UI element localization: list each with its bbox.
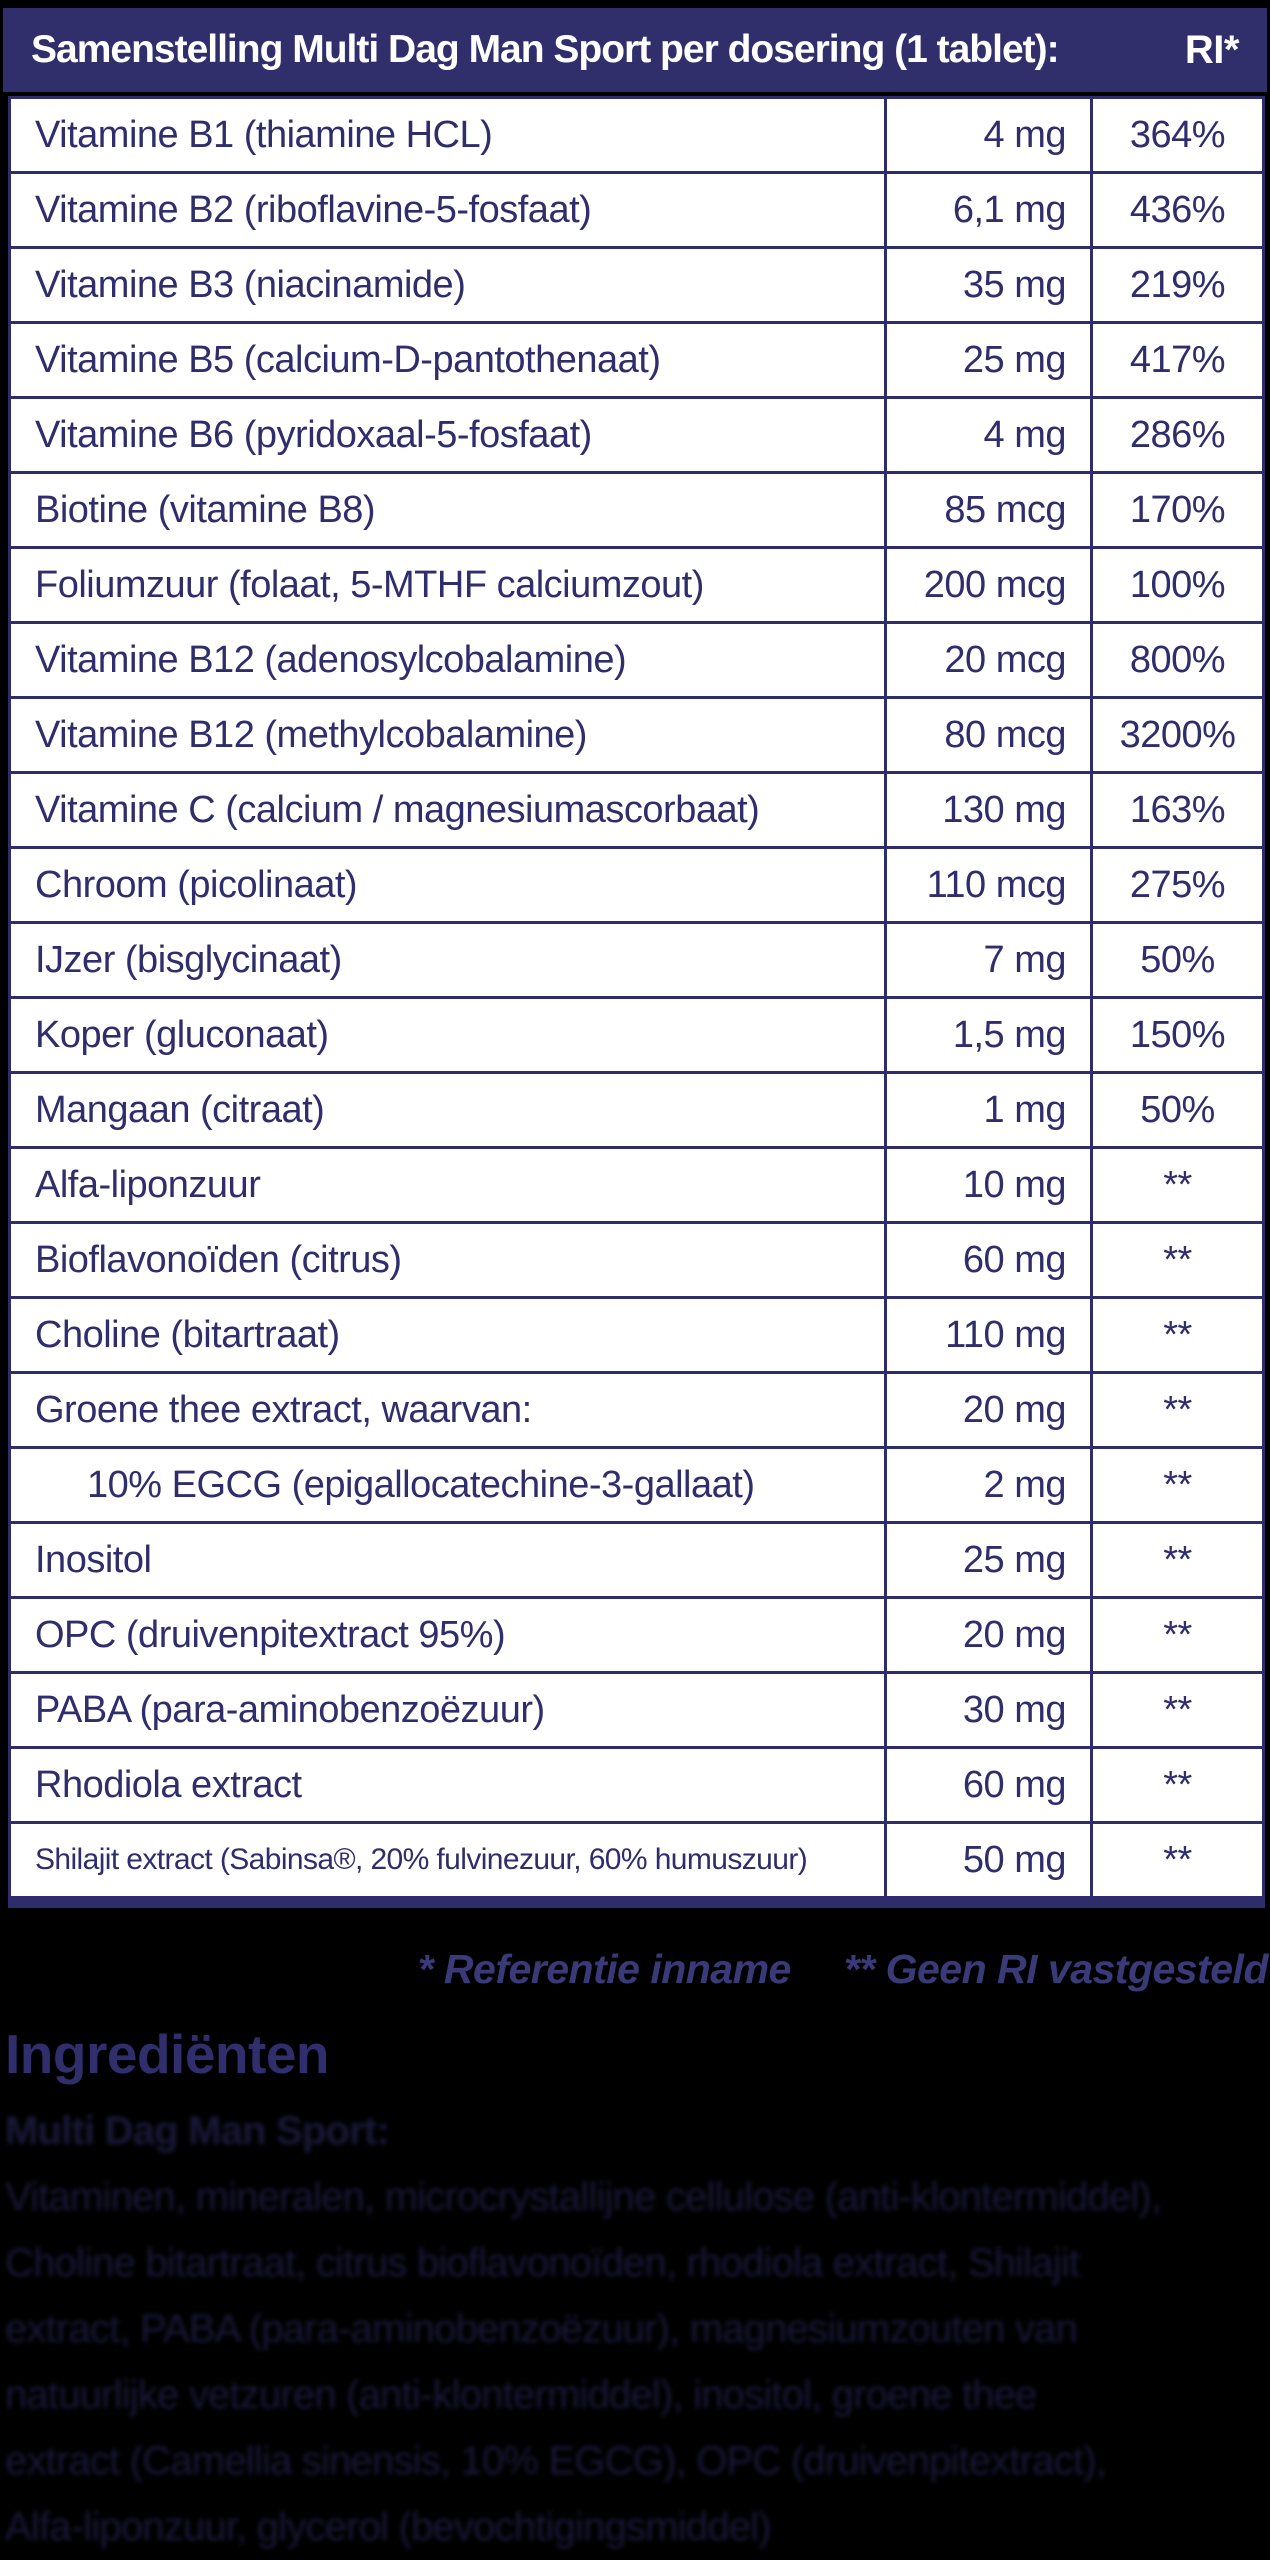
- ingredient-name-cell: Vitamine B12 (adenosylcobalamine): [10, 623, 886, 698]
- table-row: [10, 173, 1264, 248]
- table-row: [10, 548, 1264, 623]
- ri-percent-cell: **: [1092, 1598, 1264, 1673]
- amount-cell: 7 mg: [886, 923, 1092, 998]
- ingredient-name-cell: Alfa-liponzuur: [10, 1148, 886, 1223]
- ingredients-paragraph-blurred: [5, 2098, 1270, 2560]
- ri-percent-cell: 219%: [1092, 248, 1264, 323]
- ingredient-name-cell: Chroom (picolinaat): [10, 848, 886, 923]
- ri-percent-cell: **: [1092, 1748, 1264, 1823]
- amount-cell: 2 mg: [886, 1448, 1092, 1523]
- amount-cell: 60 mg: [886, 1223, 1092, 1298]
- ri-percent-cell: 417%: [1092, 323, 1264, 398]
- table-row: [10, 1223, 1264, 1298]
- table-row: [10, 998, 1264, 1073]
- ingredient-name-cell: Vitamine B3 (niacinamide): [10, 248, 886, 323]
- table-row: [10, 323, 1264, 398]
- ri-percent-cell: **: [1092, 1673, 1264, 1748]
- amount-cell: 130 mg: [886, 773, 1092, 848]
- ri-percent-cell: 150%: [1092, 998, 1264, 1073]
- ri-percent-cell: 50%: [1092, 1073, 1264, 1148]
- ingredient-name-cell: Choline (bitartraat): [10, 1298, 886, 1373]
- ri-percent-cell: 800%: [1092, 623, 1264, 698]
- ingredient-name-cell: Shilajit extract (Sabinsa®, 20% fulvinezuur, 60% humuszuur): [10, 1823, 886, 1903]
- ingredients-paragraph-line: Multi Dag Man Sport:: [5, 2109, 389, 2153]
- ingredient-name-cell: Vitamine B5 (calcium-D-pantothenaat): [10, 323, 886, 398]
- amount-cell: 60 mg: [886, 1748, 1092, 1823]
- ingredient-name-cell: Inositol: [10, 1523, 886, 1598]
- ri-percent-cell: **: [1092, 1448, 1264, 1523]
- ingredient-name-cell: Bioflavonoïden (citrus): [10, 1223, 886, 1298]
- ri-percent-cell: 170%: [1092, 473, 1264, 548]
- ri-percent-cell: 364%: [1092, 98, 1264, 173]
- table-row: [10, 1598, 1264, 1673]
- ri-percent-cell: **: [1092, 1223, 1264, 1298]
- ingredients-heading: Ingrediënten: [5, 2023, 330, 2085]
- table-row: [10, 848, 1264, 923]
- no-ri-note: ** Geen RI vastgesteld: [843, 1946, 1268, 1992]
- amount-cell: 30 mg: [886, 1673, 1092, 1748]
- ri-percent-cell: 50%: [1092, 923, 1264, 998]
- table-row: [10, 398, 1264, 473]
- table-title: Samenstelling Multi Dag Man Sport per dosering (1 tablet):: [31, 28, 1059, 71]
- ingredient-name-cell: Vitamine B2 (riboflavine-5-fosfaat): [10, 173, 886, 248]
- amount-cell: 20 mg: [886, 1598, 1092, 1673]
- table-row: [10, 1373, 1264, 1448]
- amount-cell: 4 mg: [886, 98, 1092, 173]
- ingredient-name-cell: Koper (gluconaat): [10, 998, 886, 1073]
- ingredient-name-cell: Vitamine B6 (pyridoxaal-5-fosfaat): [10, 398, 886, 473]
- ri-reference-note: * Referentie inname: [417, 1946, 791, 1992]
- ri-column-header: RI*: [1184, 27, 1239, 72]
- ingredient-name-cell: Vitamine B12 (methylcobalamine): [10, 698, 886, 773]
- amount-cell: 50 mg: [886, 1823, 1092, 1903]
- table-row: [10, 1748, 1264, 1823]
- ingredient-name-cell: Biotine (vitamine B8): [10, 473, 886, 548]
- ingredient-name-cell: Mangaan (citraat): [10, 1073, 886, 1148]
- ingredient-name-cell: PABA (para-aminobenzoëzuur): [10, 1673, 886, 1748]
- ingredients-paragraph-line: Alfa-liponzuur, glycerol (bevochtigingsmiddel): [5, 2505, 771, 2549]
- amount-cell: 25 mg: [886, 323, 1092, 398]
- ri-percent-cell: 436%: [1092, 173, 1264, 248]
- ri-percent-cell: 3200%: [1092, 698, 1264, 773]
- amount-cell: 85 mcg: [886, 473, 1092, 548]
- amount-cell: 4 mg: [886, 398, 1092, 473]
- amount-cell: 25 mg: [886, 1523, 1092, 1598]
- table-header: [3, 8, 1267, 92]
- table-row: [10, 98, 1264, 173]
- ri-percent-cell: **: [1092, 1523, 1264, 1598]
- amount-cell: 200 mcg: [886, 548, 1092, 623]
- table-row: [10, 1448, 1264, 1523]
- amount-cell: 1,5 mg: [886, 998, 1092, 1073]
- table-row: [10, 698, 1264, 773]
- ingredient-name-cell: Vitamine C (calcium / magnesiumascorbaat): [10, 773, 886, 848]
- amount-cell: 110 mcg: [886, 848, 1092, 923]
- table-row: [10, 1148, 1264, 1223]
- table-row: [10, 248, 1264, 323]
- ri-percent-cell: 163%: [1092, 773, 1264, 848]
- ingredient-name-cell: Vitamine B1 (thiamine HCL): [10, 98, 886, 173]
- ri-percent-cell: **: [1092, 1298, 1264, 1373]
- ingredients-paragraph-line: natuurlijke vetzuren (anti-klontermiddel), inositol, groene thee: [5, 2373, 1037, 2417]
- table-row: [10, 623, 1264, 698]
- ingredients-paragraph-line: extract, PABA (para-aminobenzoëzuur), magnesiumzouten van: [5, 2307, 1078, 2351]
- table-row: [10, 1523, 1264, 1598]
- composition-table: [8, 96, 1265, 1908]
- table-row: [10, 923, 1264, 998]
- ri-percent-cell: 286%: [1092, 398, 1264, 473]
- table-row: [10, 1073, 1264, 1148]
- ingredients-paragraph-line: extract (Camellia sinensis, 10% EGCG), OPC (druivenpitextract),: [5, 2439, 1107, 2483]
- amount-cell: 20 mcg: [886, 623, 1092, 698]
- table-row: [10, 773, 1264, 848]
- amount-cell: 80 mcg: [886, 698, 1092, 773]
- amount-cell: 10 mg: [886, 1148, 1092, 1223]
- ingredient-name-cell: 10% EGCG (epigallocatechine-3-gallaat): [10, 1448, 886, 1523]
- ri-percent-cell: 275%: [1092, 848, 1264, 923]
- table-row: [10, 1298, 1264, 1373]
- ingredients-paragraph-line: Choline bitartraat, citrus bioflavonoïden, rhodiola extract, Shilajit: [5, 2241, 1080, 2285]
- table-row: [10, 473, 1264, 548]
- ingredient-name-cell: OPC (druivenpitextract 95%): [10, 1598, 886, 1673]
- table-row: [10, 1823, 1264, 1903]
- amount-cell: 110 mg: [886, 1298, 1092, 1373]
- ingredients-paragraph-line: Vitaminen, mineralen, microcrystallijne cellulose (anti-klontermiddel),: [5, 2175, 1162, 2219]
- amount-cell: 20 mg: [886, 1373, 1092, 1448]
- ri-percent-cell: **: [1092, 1148, 1264, 1223]
- table-row: [10, 1673, 1264, 1748]
- ingredient-name-cell: Groene thee extract, waarvan:: [10, 1373, 886, 1448]
- amount-cell: 35 mg: [886, 248, 1092, 323]
- ingredient-name-cell: IJzer (bisglycinaat): [10, 923, 886, 998]
- amount-cell: 1 mg: [886, 1073, 1092, 1148]
- ri-percent-cell: **: [1092, 1373, 1264, 1448]
- ingredient-name-cell: Foliumzuur (folaat, 5-MTHF calciumzout): [10, 548, 886, 623]
- ri-percent-cell: **: [1092, 1823, 1264, 1903]
- ri-percent-cell: 100%: [1092, 548, 1264, 623]
- ingredient-name-cell: Rhodiola extract: [10, 1748, 886, 1823]
- ri-footnote: [0, 1946, 1268, 1993]
- amount-cell: 6,1 mg: [886, 173, 1092, 248]
